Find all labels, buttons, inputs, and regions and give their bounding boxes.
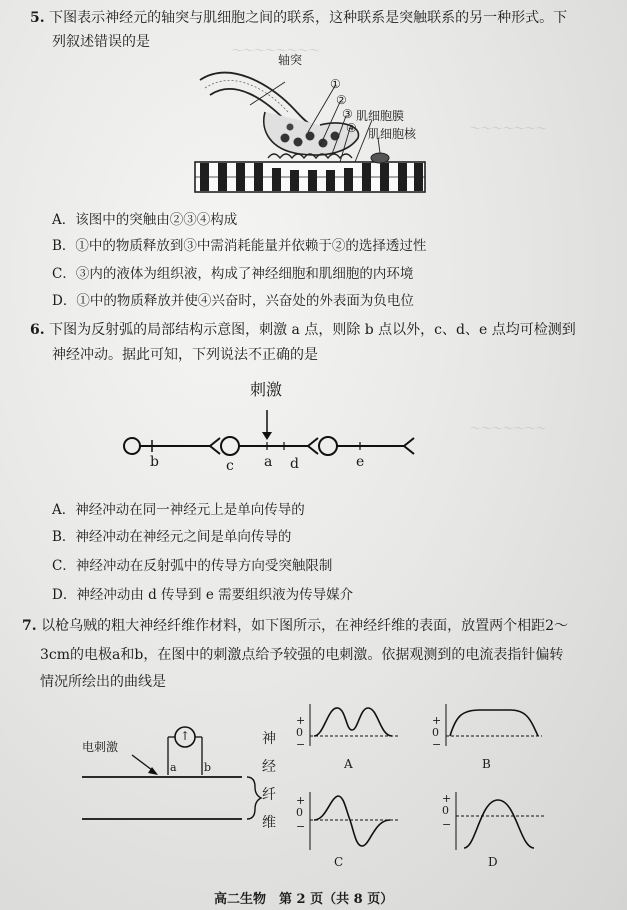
neuromuscular-junction-diagram bbox=[190, 50, 460, 210]
graph-d-plot bbox=[440, 790, 550, 856]
graph-c-plot bbox=[294, 790, 404, 856]
q5-stem-line1 bbox=[30, 8, 567, 28]
q7-setup-figure bbox=[82, 715, 282, 835]
q6-stem-line2: 神经冲动。据此可知，下列说法不正确的是 bbox=[52, 347, 318, 363]
graph-b[interactable] bbox=[430, 700, 550, 772]
label-nerve-fiber-char: 神 bbox=[262, 731, 276, 747]
label-nerve-fiber-char: 经 bbox=[262, 759, 276, 775]
label-nerve-fiber-char: 维 bbox=[262, 815, 276, 831]
graph-a-plot bbox=[294, 700, 404, 760]
graph-d-axis-zero: 0 bbox=[442, 804, 449, 817]
q7-stem-line1 bbox=[22, 616, 568, 636]
graph-a-axis-plus: + bbox=[296, 714, 306, 727]
bleed-through: ～～～～～～～～ bbox=[232, 44, 320, 57]
label-nerve-fiber-char: 纤 bbox=[262, 787, 276, 803]
q7-stem-text1: 以枪乌贼的粗大神经纤维作材料，如下图所示，在神经纤维的表面，放置两个相距2～ bbox=[41, 618, 568, 634]
label-stimulus: 刺激 bbox=[250, 380, 283, 399]
label-membrane: 肌细胞膜 bbox=[356, 109, 405, 123]
graph-d-axis-minus: − bbox=[442, 818, 452, 831]
q5-option-b[interactable]: B．①中的物质释放到③中需消耗能量并依赖于②的选择透过性 bbox=[52, 238, 427, 254]
q7-stem-line3: 情况所绘出的曲线是 bbox=[40, 674, 166, 690]
label-4: ④ bbox=[346, 121, 357, 135]
graph-d-axis-plus: + bbox=[442, 792, 452, 805]
q6-stem-text1: 下图为反射弧的局部结构示意图，刺激 a 点，则除 b 点以外，c、d、e 点均可检测到 bbox=[49, 322, 576, 338]
q6-option-c[interactable]: C．神经冲动在反射弧中的传导方向受突触限制 bbox=[52, 558, 333, 574]
label-e: e bbox=[356, 454, 365, 470]
q6-option-b[interactable]: B．神经冲动在神经元之间是单向传导的 bbox=[52, 529, 292, 545]
label-d: d bbox=[290, 456, 299, 472]
q7-stem-line2: 3cm的电极a和b，在图中的刺激点给予较强的电刺激。依据观测到的电流表指针偏转 bbox=[40, 647, 564, 663]
label-axon: 轴突 bbox=[278, 53, 303, 67]
bleed-through: ～～～～～～～ bbox=[470, 422, 547, 435]
q5-stem-text1: 下图表示神经元的轴突与肌细胞之间的联系，这种联系是突触联系的另一种形式。下 bbox=[49, 10, 568, 26]
graph-b-label: B bbox=[482, 757, 491, 771]
graph-d[interactable] bbox=[440, 790, 550, 870]
graph-a-axis-minus: − bbox=[296, 738, 306, 751]
label-2: ② bbox=[336, 93, 347, 107]
q5-number: 5. bbox=[30, 10, 45, 26]
q6-figure bbox=[112, 380, 422, 475]
graph-c[interactable] bbox=[294, 790, 404, 870]
graph-d-label: D bbox=[488, 855, 498, 869]
graph-b-axis-plus: + bbox=[432, 714, 442, 727]
graph-a[interactable] bbox=[294, 700, 404, 772]
q5-stem-line2: 列叙述错误的是 bbox=[52, 34, 150, 50]
label-3: ③ bbox=[342, 107, 353, 121]
graph-c-axis-zero: 0 bbox=[296, 806, 303, 819]
label-a: a bbox=[264, 454, 273, 470]
q5-option-c[interactable]: C．③内的液体为组织液，构成了神经细胞和肌细胞的内环境 bbox=[52, 266, 414, 282]
label-b: b bbox=[150, 454, 159, 470]
graph-b-axis-minus: − bbox=[432, 738, 442, 751]
graph-b-plot bbox=[430, 700, 550, 760]
label-electrode-b: b bbox=[204, 761, 212, 774]
label-c: c bbox=[226, 458, 234, 474]
meter-pointer-icon: ↑ bbox=[180, 729, 191, 743]
q5-option-a[interactable]: A．该图中的突触由②③④构成 bbox=[52, 212, 238, 228]
graph-c-label: C bbox=[334, 855, 344, 869]
q5-option-d[interactable]: D．①中的物质释放并使④兴奋时，兴奋处的外表面为负电位 bbox=[52, 293, 414, 309]
graph-c-axis-minus: − bbox=[296, 820, 306, 833]
label-1: ① bbox=[330, 77, 341, 91]
graph-a-label: A bbox=[344, 757, 353, 771]
bleed-through: ～～～～～～～ bbox=[470, 122, 547, 135]
graph-a-axis-zero: 0 bbox=[296, 726, 303, 739]
graph-c-axis-plus: + bbox=[296, 794, 306, 807]
q6-stem-line1 bbox=[30, 320, 576, 340]
label-nucleus: 肌细胞核 bbox=[368, 127, 417, 141]
q5-figure bbox=[190, 50, 460, 210]
label-electrode-a: a bbox=[170, 761, 177, 774]
q6-option-a[interactable]: A．神经冲动在同一神经元上是单向传导的 bbox=[52, 502, 305, 518]
label-nerve-fiber bbox=[262, 725, 278, 837]
page-footer: 高二生物 第 2 页（共 8 页） bbox=[214, 892, 394, 907]
q6-number: 6. bbox=[30, 322, 45, 338]
label-electric-stimulus: 电刺激 bbox=[82, 740, 119, 754]
q6-option-d[interactable]: D．神经冲动由 d 传导到 e 需要组织液为传导媒介 bbox=[52, 587, 354, 603]
graph-b-axis-zero: 0 bbox=[432, 726, 439, 739]
q7-number: 7. bbox=[22, 618, 37, 634]
